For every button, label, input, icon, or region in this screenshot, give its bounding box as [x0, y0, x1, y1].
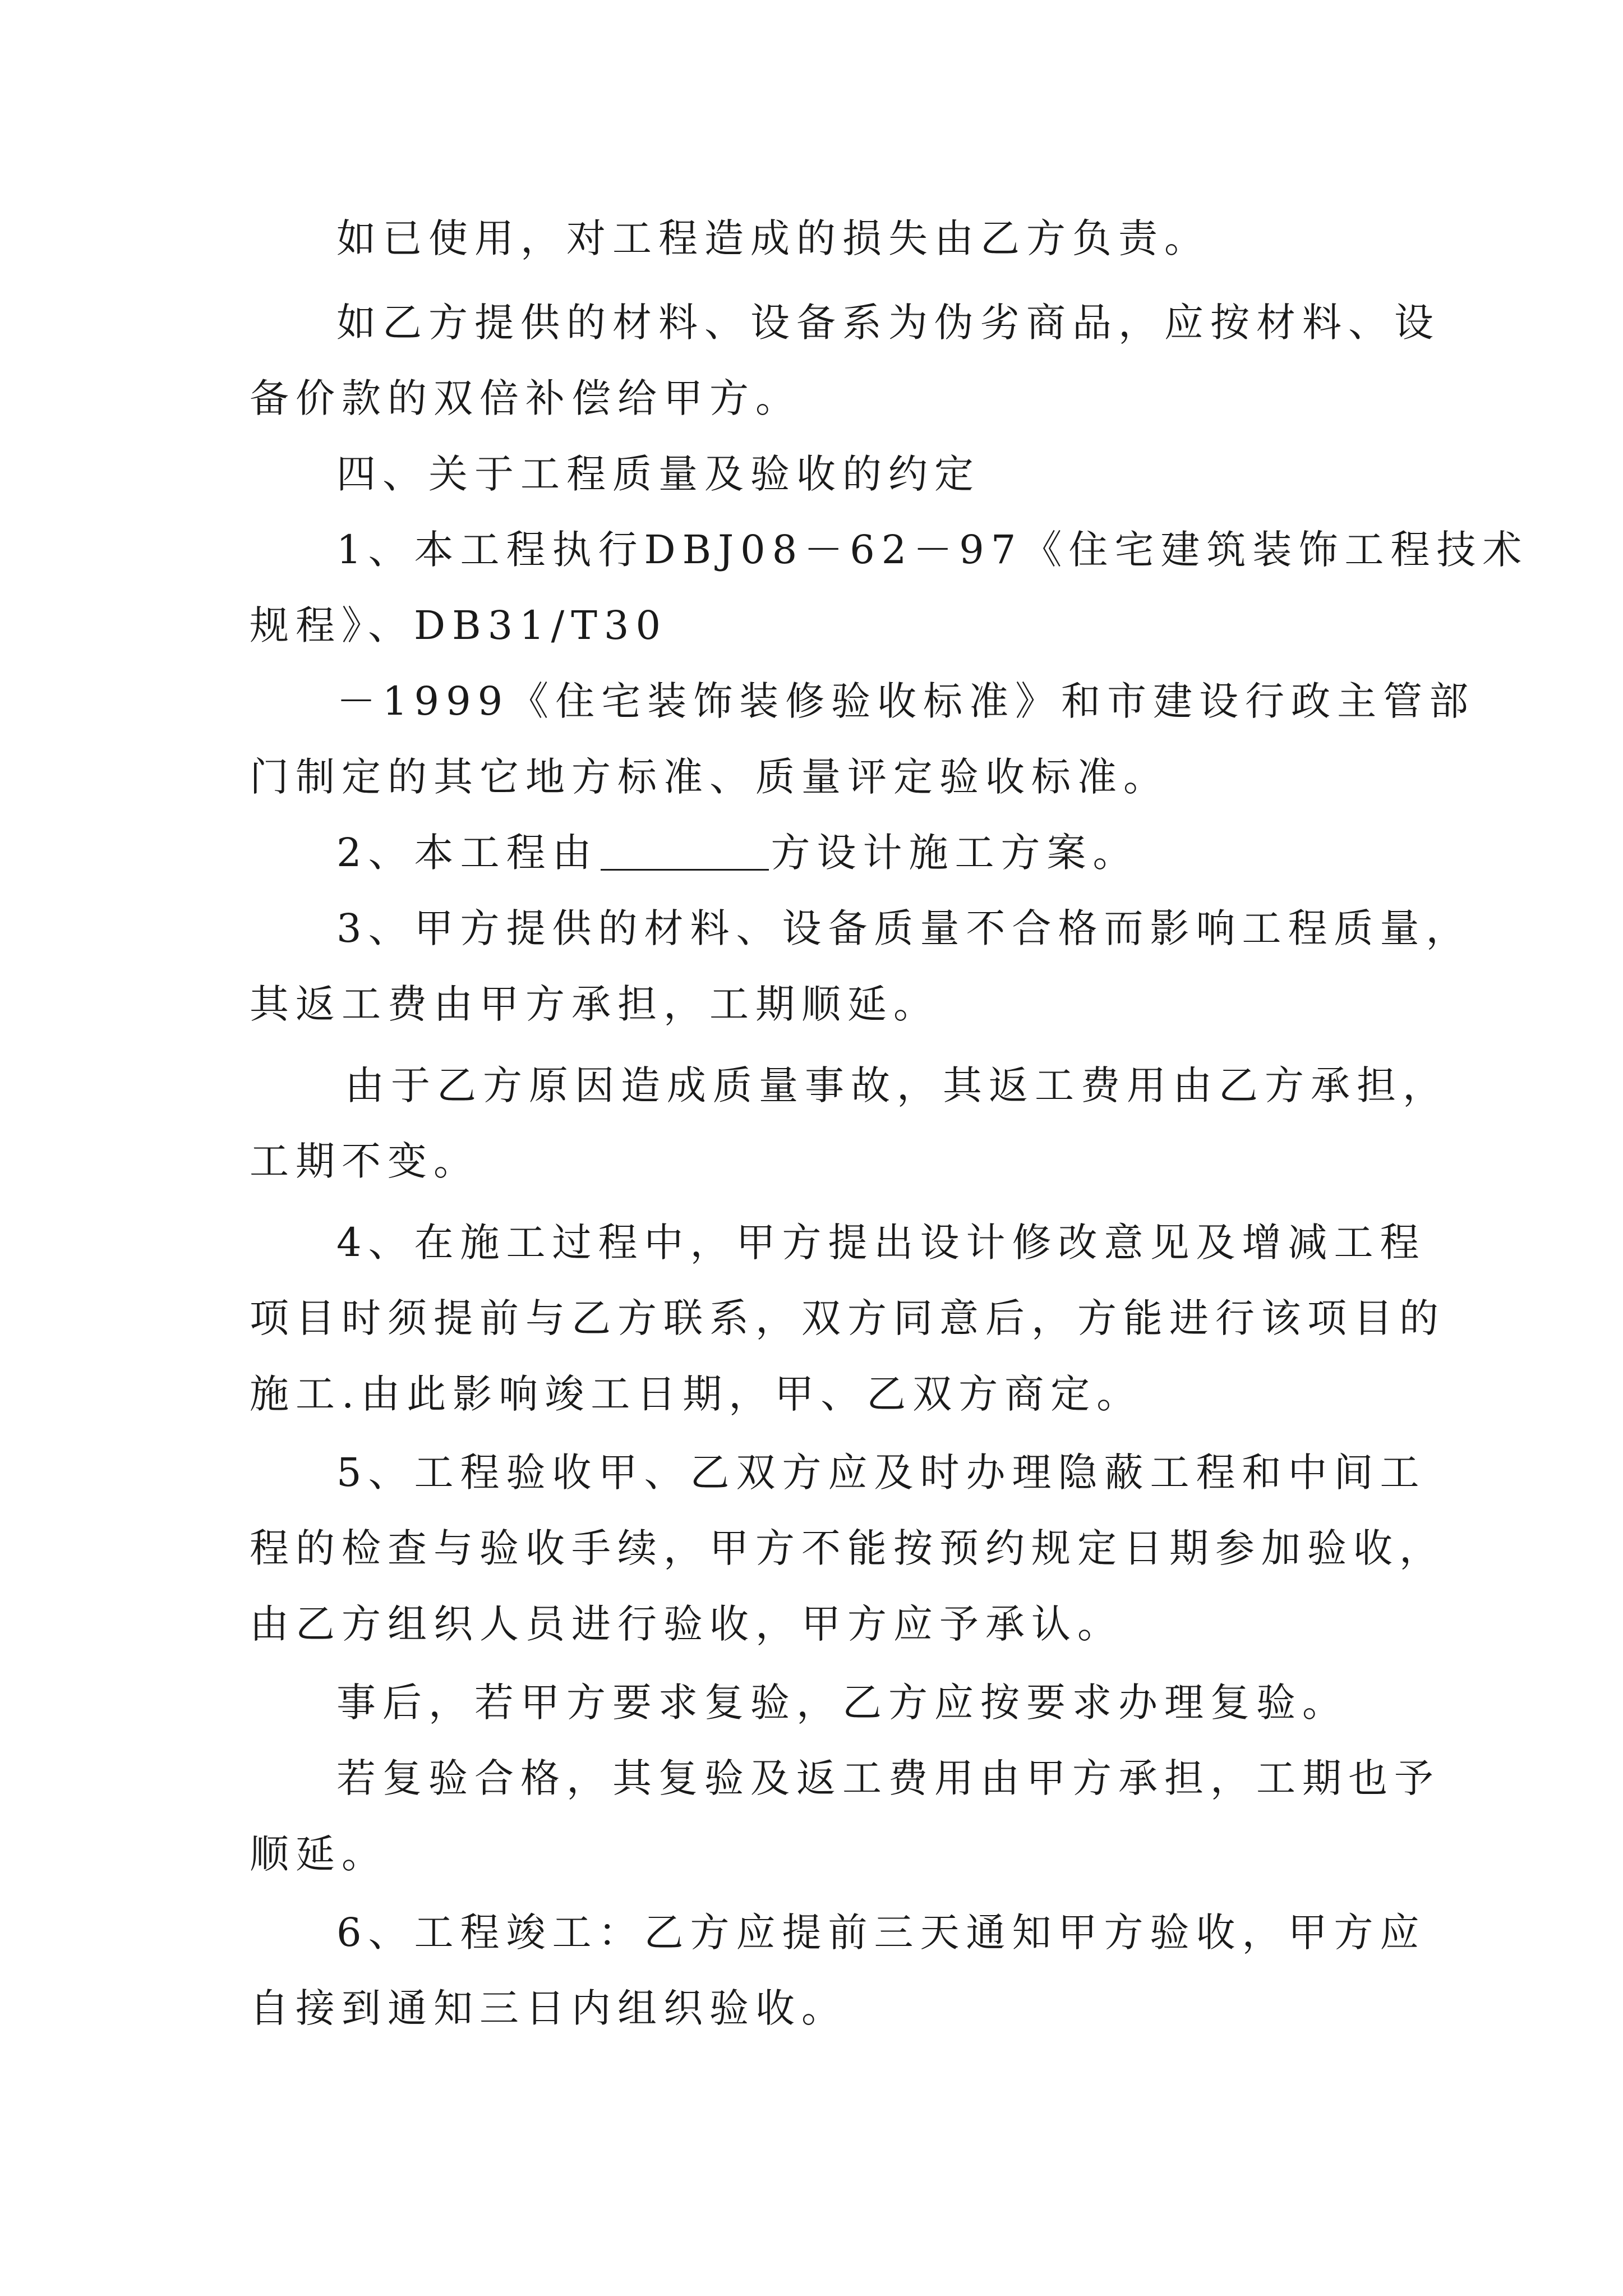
text-line: 备价款的双倍补偿给甲方。	[250, 375, 801, 421]
text-line: 由于乙方原因造成质量事故，其返工费用由乙方承担，	[345, 1062, 1449, 1108]
text-segment: 方设计施工方案。	[771, 830, 1139, 876]
text-line: －1999《住宅装饰装修验收标准》和市建设行政主管部	[336, 678, 1476, 724]
text-line: 程的检查与验收手续，甲方不能按预约规定日期参加验收，	[250, 1525, 1445, 1571]
text-line: 施工.由此影响竣工日期，甲、乙双方商定。	[250, 1371, 1143, 1417]
text-line: 工期不变。	[250, 1138, 479, 1184]
text-line: 顺延。	[250, 1831, 388, 1877]
text-line: 规程》、DB31/T30	[250, 602, 667, 648]
text-line: 其返工费由甲方承担，工期顺延。	[250, 981, 939, 1027]
text-line: 由乙方组织人员进行验收，甲方应予承认。	[250, 1601, 1123, 1647]
text-line: 项目时须提前与乙方联系，双方同意后，方能进行该项目的	[250, 1295, 1445, 1341]
text-line: 门制定的其它地方标准、质量评定验收标准。	[250, 754, 1169, 800]
text-line: 如已使用，对工程造成的损失由乙方负责。	[336, 215, 1210, 261]
text-segment: 2、本工程由	[336, 830, 598, 876]
text-line: 若复验合格，其复验及返工费用由甲方承担，工期也予	[336, 1755, 1440, 1801]
text-line: 自接到通知三日内组织验收。	[250, 1985, 847, 2031]
text-line	[336, 827, 1139, 878]
text-line: 事后，若甲方要求复验，乙方应按要求办理复验。	[336, 1680, 1348, 1726]
text-line: 4、在施工过程中，甲方提出设计修改意见及增减工程	[336, 1220, 1426, 1266]
fill-in-blank	[601, 835, 769, 871]
text-line: 如乙方提供的材料、设备系为伪劣商品，应按材料、设	[336, 300, 1440, 346]
text-line: 5、工程验收甲、乙双方应及时办理隐蔽工程和中间工	[336, 1450, 1426, 1496]
section-heading: 四、关于工程质量及验收的约定	[336, 451, 980, 497]
text-line: 3、甲方提供的材料、设备质量不合格而影响工程质量，	[336, 905, 1472, 951]
text-line: 6、工程竣工：乙方应提前三天通知甲方验收，甲方应	[336, 1910, 1426, 1955]
text-line: 1、本工程执行DBJ08－62－97《住宅建筑装饰工程技术	[336, 527, 1529, 573]
